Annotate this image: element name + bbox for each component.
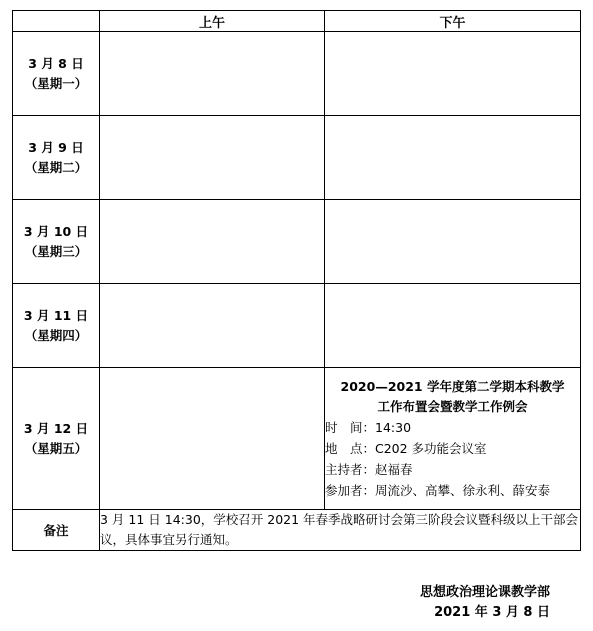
day-date: 3 月 8 日 — [28, 55, 84, 71]
afternoon-cell — [325, 200, 581, 284]
day-date: 3 月 10 日 — [23, 223, 89, 239]
note-label: 备注 — [13, 510, 100, 551]
meeting-time: 时 间：14:30 — [325, 419, 412, 435]
schedule-table — [12, 10, 581, 551]
meeting-host: 主持者：赵福春 — [325, 461, 413, 477]
morning-cell — [100, 32, 325, 116]
morning-cell — [100, 284, 325, 368]
issuing-department: 思想政治理论课教学部 — [419, 585, 550, 600]
day-cell-fri — [13, 368, 100, 510]
meeting-participants: 参加者：周流沙、高攀、徐永利、薛安泰 — [325, 482, 551, 498]
day-cell-wed — [13, 200, 100, 284]
issue-date: 2021 年 3 月 8 日 — [434, 605, 550, 620]
afternoon-cell — [325, 116, 581, 200]
table-row — [13, 32, 581, 116]
corner-cell — [13, 11, 100, 32]
morning-cell — [100, 200, 325, 284]
day-cell-thu — [13, 284, 100, 368]
day-date: 3 月 12 日 — [23, 420, 89, 436]
day-date: 3 月 11 日 — [23, 307, 89, 323]
header-morning: 上午 — [100, 11, 325, 32]
meeting-title-line2: 工作布置会暨教学工作例会 — [377, 398, 528, 414]
day-weekday: （星期四） — [24, 327, 88, 343]
meeting-cell — [325, 368, 581, 510]
meeting-title-line1: 2020—2021 学年度第二学期本科教学 — [340, 378, 565, 394]
table-row — [13, 510, 581, 551]
table-row — [13, 200, 581, 284]
morning-cell — [100, 368, 325, 510]
day-weekday: （星期二） — [24, 159, 88, 175]
table-row — [13, 284, 581, 368]
day-cell-mon — [13, 32, 100, 116]
day-weekday: （星期五） — [24, 440, 88, 456]
note-text: 3 月 11 日 14:30，学校召开 2021 年春季战略研讨会第三阶段会议暨科级以上干部会议，具体事宜另行通知。 — [100, 510, 581, 551]
morning-cell — [100, 116, 325, 200]
table-row — [13, 368, 581, 510]
day-cell-tue — [13, 116, 100, 200]
afternoon-cell — [325, 32, 581, 116]
table-row — [13, 116, 581, 200]
day-date: 3 月 9 日 — [28, 139, 84, 155]
day-weekday: （星期三） — [24, 243, 88, 259]
afternoon-cell — [325, 284, 581, 368]
day-weekday: （星期一） — [24, 75, 88, 91]
meeting-place: 地 点：C202 多功能会议室 — [325, 440, 487, 456]
header-afternoon: 下午 — [325, 11, 581, 32]
